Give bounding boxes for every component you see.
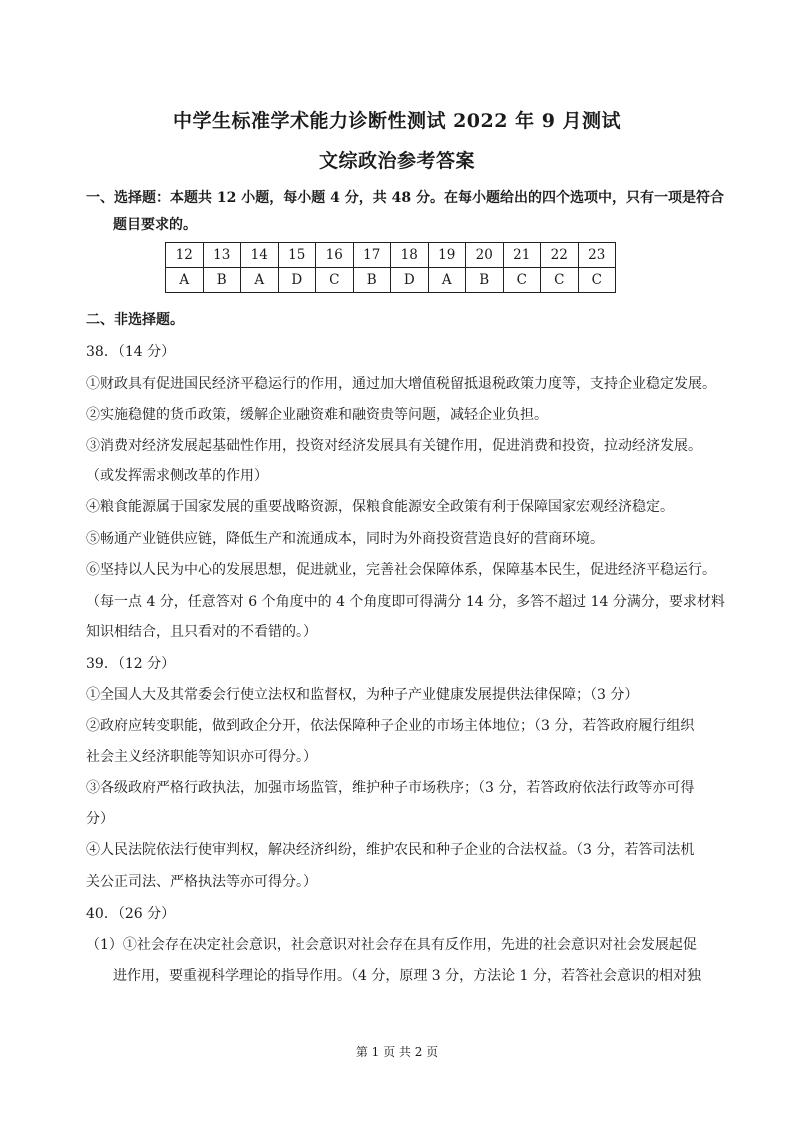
q39-point: ①全国人大及其常委会行使立法权和监督权，为种子产业健康发展提供法律保障；（3 分） [86, 687, 639, 703]
q38-point: ①财政具有促进国民经济平稳运行的作用，通过加大增值税留抵退税政策力度等，支持企业稳定发展。 [86, 376, 716, 392]
question-number: 16 [316, 243, 354, 268]
q38-scoring-note-cont: 知识相结合，且只看对的不看错的。） [86, 624, 317, 640]
q39-point-cont: 分） [86, 811, 114, 827]
q38-label: 38．（14 分） [86, 344, 176, 360]
answer-cell: C [578, 268, 616, 293]
answer-cell: D [391, 268, 429, 293]
answer-table-numbers-row [166, 243, 616, 268]
q40-part1: （1）①社会存在决定社会意识，社会意识对社会存在具有反作用，先进的社会意识对社会发展起促 [86, 937, 697, 953]
answer-cell: B [203, 268, 241, 293]
section1-heading: 一、选择题：本题共 12 小题，每小题 4 分，共 48 分。在每小题给出的四个选项中，只有一项是符合 [86, 190, 724, 206]
document-subtitle: 文综政治参考答案 [318, 150, 475, 172]
q39-point: ②政府应转变职能，做到政企分开，依法保障种子企业的市场主体地位；（3 分，若答政府履行组织 [86, 718, 695, 734]
q38-scoring-note: （每一点 4 分，任意答对 6 个角度中的 4 个角度即可得满分 14 分，多答不超过 14 分满分，要求材料 [86, 594, 725, 610]
question-number: 21 [503, 243, 541, 268]
answer-cell: A [241, 268, 279, 293]
q40-label: 40．（26 分） [86, 906, 176, 922]
answer-cell: B [466, 268, 504, 293]
answer-cell: A [166, 268, 204, 293]
q39-label: 39．（12 分） [86, 656, 176, 672]
question-number: 20 [466, 243, 504, 268]
section2-heading: 二、非选择题。 [86, 312, 184, 328]
q40-part1-cont: 进作用，要重视科学理论的指导作用。（4 分，原理 3 分，方法论 1 分，若答社会意识的相对独 [113, 968, 701, 984]
answer-cell: C [316, 268, 354, 293]
question-number: 23 [578, 243, 616, 268]
section1-heading-cont: 题目要求的。 [113, 217, 197, 233]
q39-point: ③各级政府严格行政执法，加强市场监管，维护种子市场秩序；（3 分，若答政府依法行政等亦可得 [86, 780, 695, 796]
question-number: 18 [391, 243, 429, 268]
answer-table [165, 242, 616, 293]
q39-point-cont: 社会主义经济职能等知识亦可得分。） [86, 749, 317, 765]
q39-point-cont: 关公正司法、严格执法等亦可得分。） [86, 874, 317, 890]
q38-note: （或发挥需求侧改革的作用） [86, 468, 268, 484]
q38-point: ⑥坚持以人民为中心的发展思想，促进就业，完善社会保障体系，保障基本民生，促进经济平稳运行。 [86, 562, 716, 578]
question-number: 19 [428, 243, 466, 268]
q38-point: ②实施稳健的货币政策，缓解企业融资难和融资贵等问题，减轻企业负担。 [86, 407, 548, 423]
q38-point: ⑤畅通产业链供应链，降低生产和流通成本，同时为外商投资营造良好的营商环境。 [86, 531, 604, 547]
answer-cell: C [503, 268, 541, 293]
answer-cell: B [353, 268, 391, 293]
q38-point: ④粮食能源属于国家发展的重要战略资源，保粮食能源安全政策有利于保障国家宏观经济稳定。 [86, 499, 674, 515]
answer-cell: D [278, 268, 316, 293]
q39-point: ④人民法院依法行使审判权，解决经济纠纷，维护农民和种子企业的合法权益。（3 分，若答司法机 [86, 842, 695, 858]
answer-cell: A [428, 268, 466, 293]
question-number: 14 [241, 243, 279, 268]
question-number: 13 [203, 243, 241, 268]
q38-point: ③消费对经济发展起基础性作用，投资对经济发展具有关键作用，促进消费和投资，拉动经济发展。 [86, 438, 702, 454]
answer-table-answers-row [166, 268, 616, 293]
document-title: 中学生标准学术能力诊断性测试 2022 年 9 月测试 [172, 110, 622, 132]
question-number: 22 [541, 243, 579, 268]
page-footer: 第 1 页 共 2 页 [355, 1045, 439, 1059]
answer-cell: C [541, 268, 579, 293]
question-number: 12 [166, 243, 204, 268]
question-number: 15 [278, 243, 316, 268]
question-number: 17 [353, 243, 391, 268]
